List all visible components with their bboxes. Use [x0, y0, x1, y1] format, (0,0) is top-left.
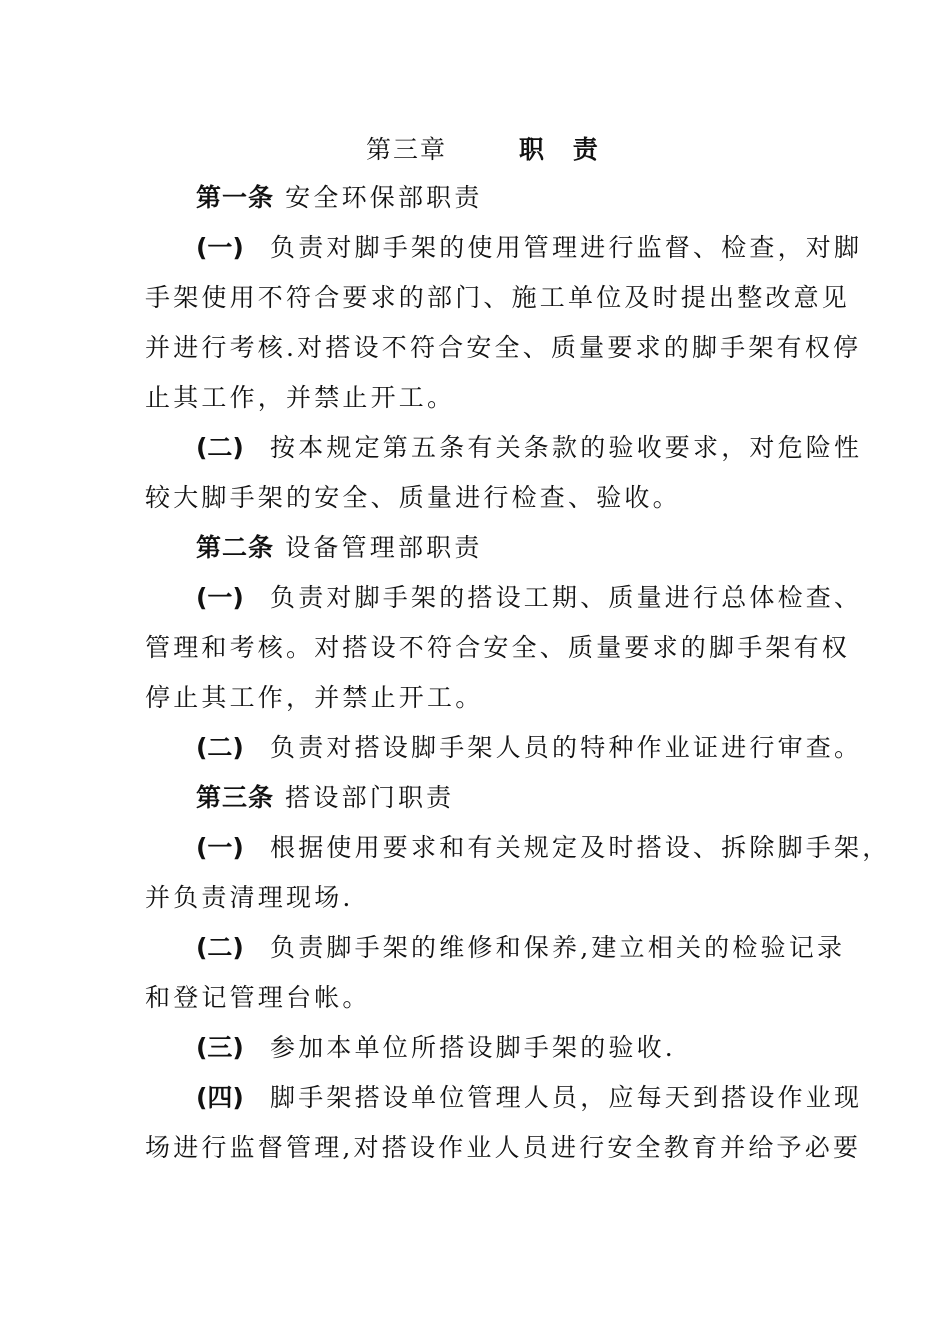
article-1-item-1-line-2: 手架使用不符合要求的部门、施工单位及时提出整改意见 — [145, 283, 851, 312]
paragraph-text: 根据使用要求和有关规定及时搭设、拆除脚手架， — [270, 833, 891, 862]
article-3-title: 搭设部门职责 — [285, 783, 455, 812]
paragraph-text: 负责对脚手架的使用管理进行监督、检查，对脚 — [270, 233, 863, 262]
article-1-item-2-line-1 — [196, 430, 866, 466]
item-marker: (一) — [196, 233, 244, 262]
item-marker: (二) — [196, 933, 244, 962]
chapter-name: 职 责 — [519, 135, 608, 164]
article-3-label: 第三条 — [196, 783, 275, 812]
article-3-item-1-line-1 — [196, 830, 891, 866]
article-2-item-1-line-3: 停止其工作，并禁止开工。 — [145, 683, 484, 712]
article-2-heading — [196, 530, 866, 566]
article-3-heading — [196, 780, 866, 816]
article-3-item-2-line-2: 和登记管理台帐。 — [145, 983, 371, 1012]
chapter-number: 第三章 — [366, 135, 448, 164]
paragraph-text: 按本规定第五条有关条款的验收要求，对危险性 — [270, 433, 863, 462]
item-marker: (三) — [196, 1033, 244, 1062]
item-marker: (四) — [196, 1083, 244, 1112]
paragraph-text: 负责对搭设脚手架人员的特种作业证进行审查。 — [270, 733, 863, 762]
item-marker: (一) — [196, 583, 244, 612]
article-1-label: 第一条 — [196, 183, 275, 212]
article-2-label: 第二条 — [196, 533, 275, 562]
article-2-title: 设备管理部职责 — [285, 533, 483, 562]
article-3-item-2-line-1 — [196, 930, 866, 966]
article-2-item-2-line-1 — [196, 730, 866, 766]
item-marker: (二) — [196, 433, 244, 462]
article-3-item-1-line-2: 并负责清理现场. — [145, 883, 354, 912]
article-1-title: 安全环保部职责 — [285, 183, 483, 212]
article-3-item-4-line-2: 场进行监督管理,对搭设作业人员进行安全教育并给予必要 — [145, 1133, 862, 1162]
article-1-item-1-line-3: 并进行考核.对搭设不符合安全、质量要求的脚手架有权停 — [145, 333, 862, 362]
paragraph-text: 参加本单位所搭设脚手架的验收. — [270, 1033, 676, 1062]
chapter-heading — [366, 132, 608, 168]
item-marker: (一) — [196, 833, 244, 862]
article-2-item-1-line-1 — [196, 580, 866, 616]
article-3-item-3-line-1 — [196, 1030, 866, 1066]
article-1-item-1-line-4: 止其工作，并禁止开工。 — [145, 383, 456, 412]
paragraph-text: 负责脚手架的维修和保养,建立相关的检验记录 — [270, 933, 846, 962]
article-3-item-4-line-1 — [196, 1080, 866, 1116]
article-1-item-1-line-1 — [196, 230, 866, 266]
article-1-heading — [196, 180, 866, 216]
article-1-item-2-line-2: 较大脚手架的安全、质量进行检查、验收。 — [145, 483, 681, 512]
article-2-item-1-line-2: 管理和考核。对搭设不符合安全、质量要求的脚手架有权 — [145, 633, 851, 662]
item-marker: (二) — [196, 733, 244, 762]
paragraph-text: 负责对脚手架的搭设工期、质量进行总体检查、 — [270, 583, 863, 612]
paragraph-text: 脚手架搭设单位管理人员，应每天到搭设作业现 — [270, 1083, 863, 1112]
